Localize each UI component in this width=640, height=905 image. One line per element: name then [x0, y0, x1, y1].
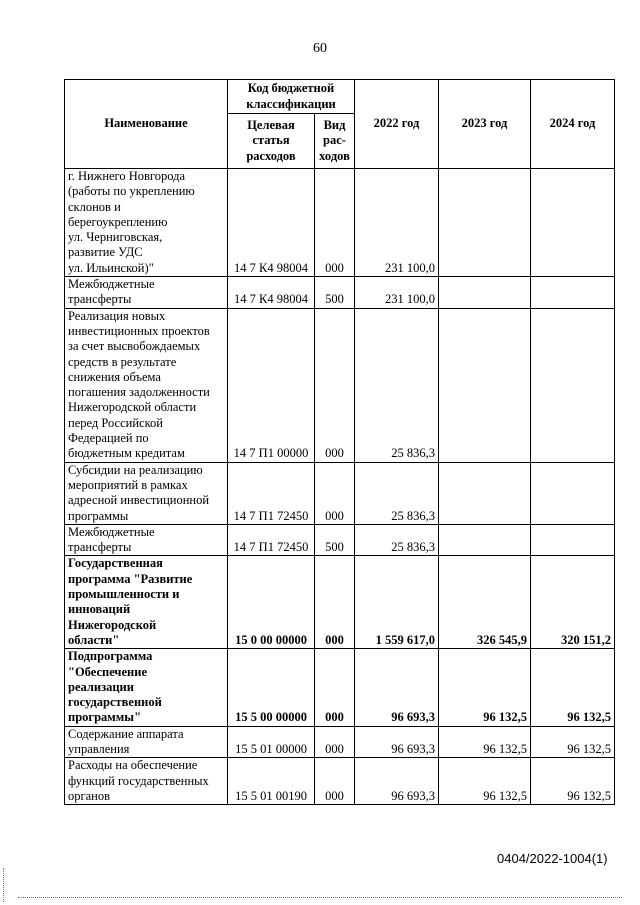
row-expense-kind-cell: 500: [315, 524, 355, 556]
row-2024-cell: [531, 462, 615, 524]
table-body: [65, 169, 615, 805]
header-budget-code: Код бюджетной классификации: [228, 80, 355, 114]
row-2024-cell: 96 132,5: [531, 726, 615, 758]
row-name-cell: Межбюджетные трансферты: [65, 277, 228, 309]
row-name-cell: Межбюджетные трансферты: [65, 524, 228, 556]
row-name-cell: Подпрограмма "Обеспечение реализации государственной программы": [65, 649, 228, 726]
scan-edge-tick: [3, 868, 4, 902]
row-2023-cell: 96 132,5: [439, 758, 531, 805]
row-target-article-cell: 15 5 01 00190: [228, 758, 315, 805]
row-target-article-cell: 15 0 00 00000: [228, 556, 315, 649]
row-name-cell: г. Нижнего Новгорода (работы по укреплению склонов и берегоукреплению ул. Черниговская, развитие УДС ул. Ильинской)": [65, 169, 228, 277]
table-row: [65, 649, 615, 726]
row-2022-cell: 1 559 617,0: [355, 556, 439, 649]
row-expense-kind-cell: 500: [315, 277, 355, 309]
row-2024-cell: [531, 308, 615, 462]
table-row: [65, 277, 615, 309]
row-target-article-cell: 14 7 П1 00000: [228, 308, 315, 462]
row-2022-cell: 96 693,3: [355, 649, 439, 726]
row-2023-cell: [439, 308, 531, 462]
row-name-cell: Реализация новых инвестиционных проектов за счет высвобождаемых средств в результате снижения объема погашения задолженности Нижегородской области перед Российской Федерацией по бюджетным кредитам: [65, 308, 228, 462]
row-target-article-cell: 15 5 01 00000: [228, 726, 315, 758]
row-target-article-cell: 14 7 К4 98004: [228, 169, 315, 277]
row-target-article-cell: 14 7 К4 98004: [228, 277, 315, 309]
row-expense-kind-cell: 000: [315, 169, 355, 277]
row-2024-cell: 320 151,2: [531, 556, 615, 649]
header-expense-kind: Вид рас-ходов: [315, 114, 355, 169]
row-2023-cell: 96 132,5: [439, 649, 531, 726]
document-code: 0404/2022-1004(1): [497, 851, 608, 866]
row-2022-cell: 231 100,0: [355, 277, 439, 309]
table-row: [65, 726, 615, 758]
row-2024-cell: [531, 277, 615, 309]
row-name-cell: Содержание аппарата управления: [65, 726, 228, 758]
row-expense-kind-cell: 000: [315, 758, 355, 805]
row-expense-kind-cell: 000: [315, 462, 355, 524]
table-row: [65, 462, 615, 524]
table-row: [65, 169, 615, 277]
row-name-cell: Субсидии на реализацию мероприятий в рамках адресной инвестиционной программы: [65, 462, 228, 524]
row-2023-cell: [439, 277, 531, 309]
row-2022-cell: 25 836,3: [355, 524, 439, 556]
table-row: [65, 524, 615, 556]
row-2023-cell: 96 132,5: [439, 726, 531, 758]
table-row: [65, 556, 615, 649]
row-name-cell: Расходы на обеспечение функций государственных органов: [65, 758, 228, 805]
row-2023-cell: [439, 462, 531, 524]
table-row: [65, 308, 615, 462]
budget-table: [64, 79, 615, 805]
row-2022-cell: 231 100,0: [355, 169, 439, 277]
row-2022-cell: 96 693,3: [355, 726, 439, 758]
row-expense-kind-cell: 000: [315, 308, 355, 462]
row-target-article-cell: 14 7 П1 72450: [228, 524, 315, 556]
header-year-2022: 2022 год: [355, 80, 439, 169]
header-year-2023: 2023 год: [439, 80, 531, 169]
table-row: [65, 758, 615, 805]
row-target-article-cell: 15 5 00 00000: [228, 649, 315, 726]
header-name: Наименование: [65, 80, 228, 169]
row-target-article-cell: 14 7 П1 72450: [228, 462, 315, 524]
scan-edge-line: [18, 897, 622, 898]
row-2023-cell: 326 545,9: [439, 556, 531, 649]
row-name-cell: Государственная программа "Развитие промышленности и инноваций Нижегородской области": [65, 556, 228, 649]
row-2022-cell: 25 836,3: [355, 462, 439, 524]
row-2022-cell: 96 693,3: [355, 758, 439, 805]
row-expense-kind-cell: 000: [315, 556, 355, 649]
page-number: 60: [313, 41, 327, 56]
row-expense-kind-cell: 000: [315, 649, 355, 726]
row-2023-cell: [439, 524, 531, 556]
row-2024-cell: 96 132,5: [531, 649, 615, 726]
row-2024-cell: [531, 169, 615, 277]
row-2024-cell: 96 132,5: [531, 758, 615, 805]
row-2023-cell: [439, 169, 531, 277]
row-2024-cell: [531, 524, 615, 556]
header-target-article: Целевая статья расходов: [228, 114, 315, 169]
row-expense-kind-cell: 000: [315, 726, 355, 758]
header-year-2024: 2024 год: [531, 80, 615, 169]
row-2022-cell: 25 836,3: [355, 308, 439, 462]
